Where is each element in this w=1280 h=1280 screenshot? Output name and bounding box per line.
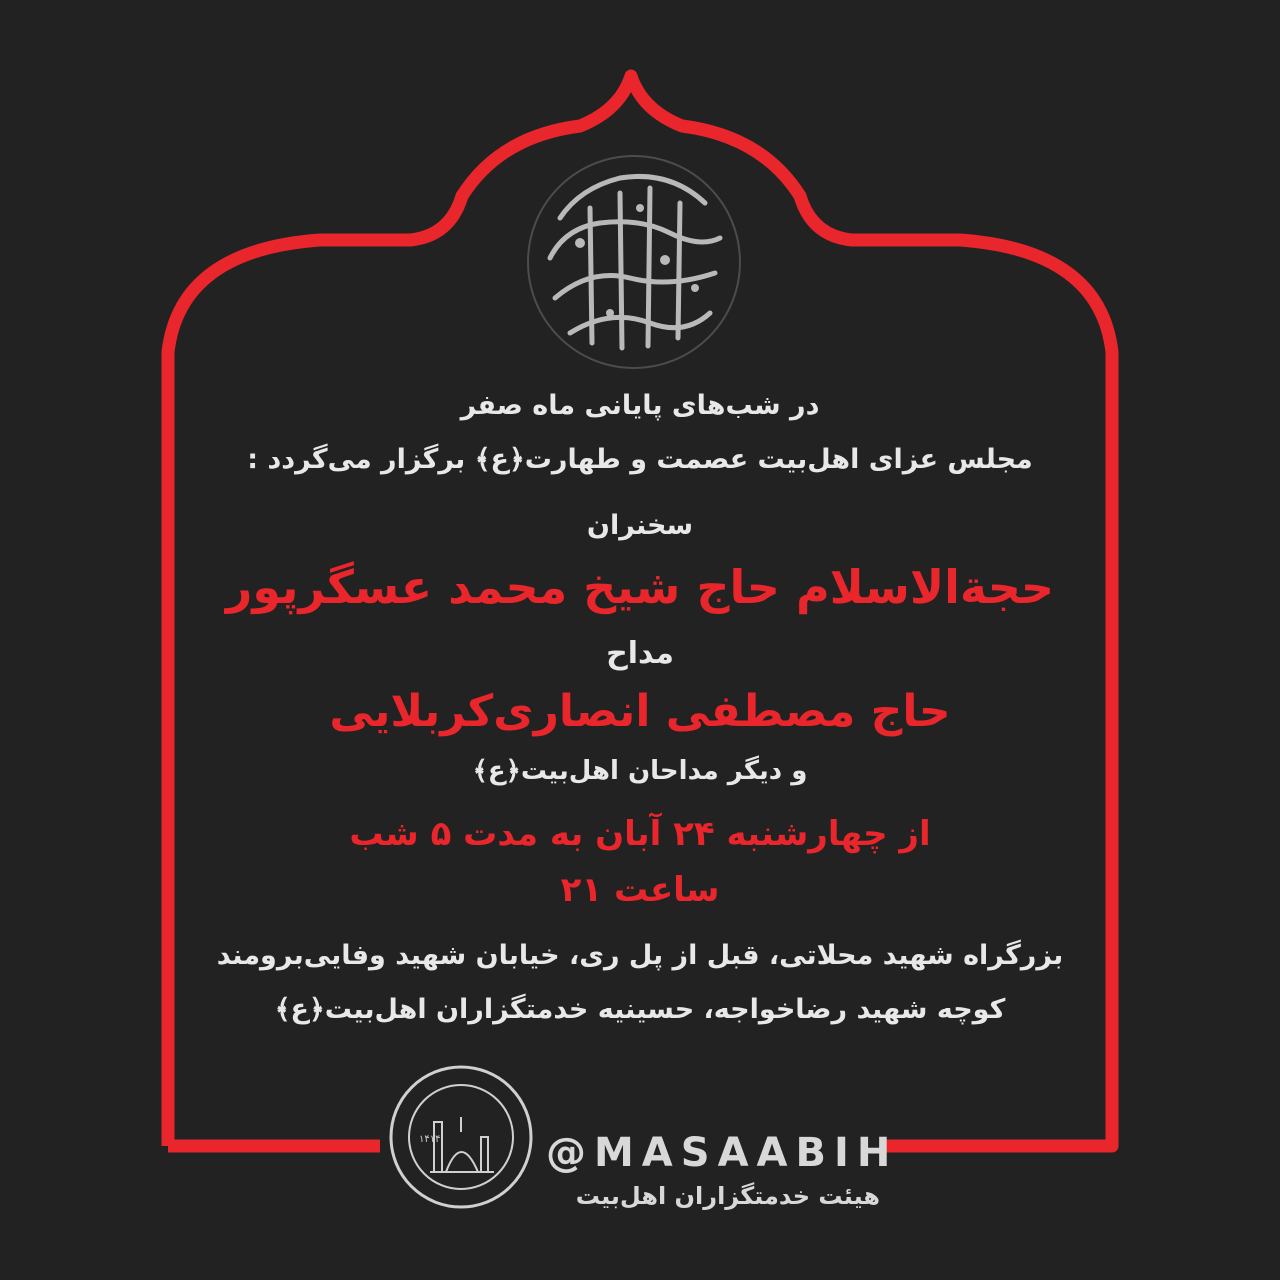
eulogist-label: مداح: [606, 636, 674, 671]
address-line-1: بزرگراه شهید محلاتی، قبل از پل ری، خیابان شهید وفایی‌برومند: [216, 940, 1064, 971]
intro-line-1: در شب‌های پایانی ماه صفر: [460, 390, 820, 421]
organization-name: هیئت خدمتگزاران اهل‌بیت: [575, 1182, 880, 1210]
seal-year: ۱۴۱۴: [419, 1134, 441, 1145]
speaker-name: حجة‌الاسلام حاج شیخ محمد عسگرپور: [225, 560, 1055, 614]
organization-seal: [386, 1062, 536, 1212]
eulogist-name: حاج مصطفی انصاری‌کربلایی: [329, 686, 951, 737]
intro-line-2: مجلس عزای اهل‌بیت عصمت و طهارت﴿ع﴾ برگزار می‌گردد :: [247, 444, 1033, 475]
date-line: از چهارشنبه ۲۴ آبان به مدت ۵ شب: [349, 814, 931, 854]
calligraphy-emblem: [520, 148, 748, 376]
address-line-2: کوچه شهید رضاخواجه، حسینیه خدمتگزاران اهل‌بیت﴿ع﴾: [274, 994, 1006, 1025]
other-eulogists: و دیگر مداحان اهل‌بیت﴿ع﴾: [472, 756, 808, 786]
speakers-label: سخنران: [586, 510, 694, 541]
social-handle: @MASAABIH: [546, 1130, 899, 1176]
time-line: ساعت ۲۱: [560, 870, 720, 910]
